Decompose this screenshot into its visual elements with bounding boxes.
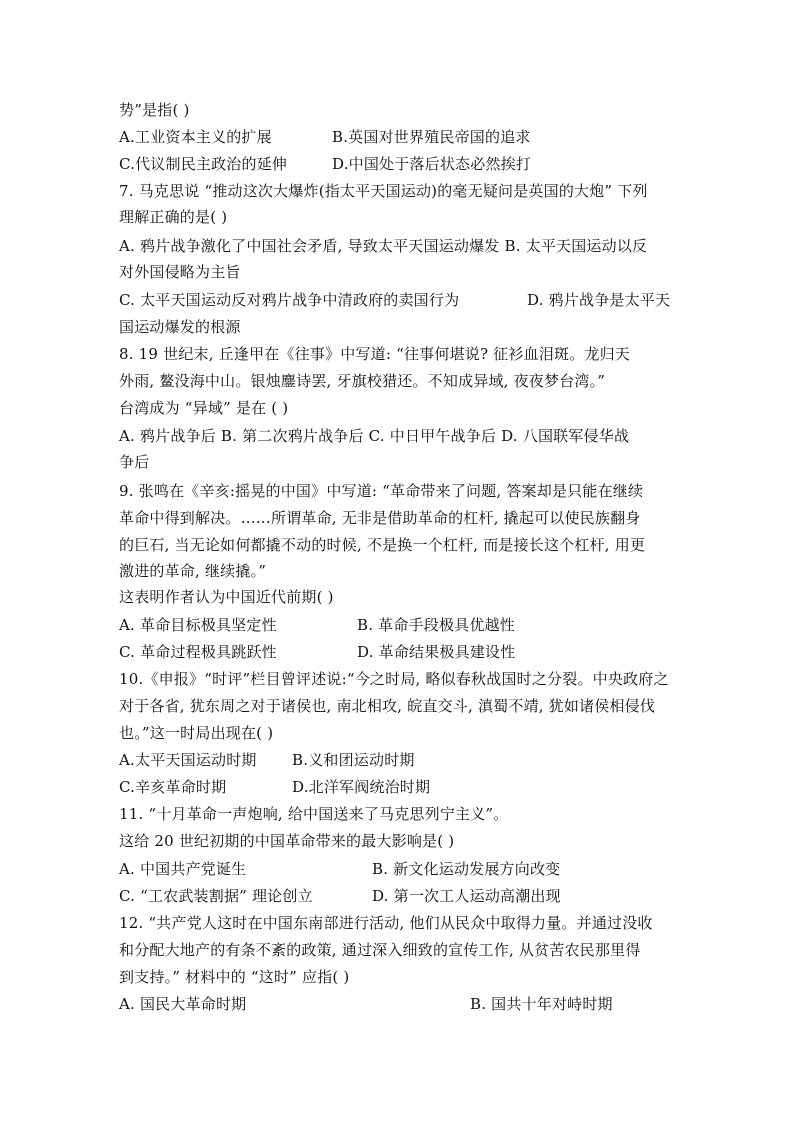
q9-option-c: C. 革命过程极具跳跃性 xyxy=(119,643,277,661)
q10-option-c: C.辛亥革命时期 xyxy=(119,778,227,796)
q10-option-a: A.太平天国运动时期 xyxy=(119,751,257,769)
q7-option-a-b-line: A. 鸦片战争激化了中国社会矛盾, 导致太平天国运动爆发 B. 太平天国运动以反 xyxy=(119,237,648,255)
q12-option-a: A. 国民大革命时期 xyxy=(119,995,247,1013)
q10-options-row-1 xyxy=(119,750,415,770)
q7-stem-line-2: 理解正确的是( ) xyxy=(119,208,228,226)
q12-stem-line-1: 12. “共产党人这时在中国东南部进行活动, 他们从民众中取得力量。并通过没收 xyxy=(119,914,653,932)
q11-options-row-1 xyxy=(119,859,561,879)
q9-options-row-1 xyxy=(119,615,515,635)
q8-options-cont: 争后 xyxy=(119,453,150,471)
q6-stem-tail: 势”是指( ) xyxy=(119,101,190,119)
q11-stem-line-2: 这给 20 世纪初期的中国革命带来的最大影响是( ) xyxy=(119,832,455,850)
q8-stem-line-2: 外雨, 鳌没海中山。银烛鏖诗罢, 牙旗校猎还。不知成异域, 夜夜梦台湾。” xyxy=(119,372,606,390)
q7-option-b-cont: 对外国侵略为主旨 xyxy=(119,263,241,281)
q10-option-b: B.义和团运动时期 xyxy=(292,751,415,769)
q10-options-row-2 xyxy=(119,777,431,797)
q6-option-c: C.代议制民主政治的延伸 xyxy=(119,155,288,173)
q12-stem-line-2: 和分配大地产的有条不紊的政策, 通过深入细致的宣传工作, 从贫苦农民那里得 xyxy=(119,941,641,959)
q11-stem-line-1: 11. “十月革命一声炮响, 给中国送来了马克思列宁主义”。 xyxy=(119,805,509,823)
q6-options-row-1 xyxy=(119,127,531,147)
q6-options-row-2 xyxy=(119,154,532,174)
q6-option-a: A.工业资本主义的扩展 xyxy=(119,128,272,146)
q9-option-d: D. 革命结果极具建设性 xyxy=(357,643,516,661)
q7-option-c: C. 太平天国运动反对鸦片战争中清政府的卖国行为 xyxy=(119,291,460,309)
q9-stem-line-3: 的巨石, 当无论如何都撬不动的时候, 不是换一个杠杆, 而是接长这个杠杆, 用更 xyxy=(119,536,646,554)
q9-stem-line-5: 这表明作者认为中国近代前期( ) xyxy=(119,588,334,606)
q9-stem-line-2: 革命中得到解决。……所谓革命, 无非是借助革命的杠杆, 撬起可以使民族翻身 xyxy=(119,509,641,527)
q7-option-d: D. 鸦片战争是太平天 xyxy=(527,291,671,309)
q10-stem-line-2: 对于各省, 犹东周之对于诸侯也, 南北相攻, 皖直交斗, 滇蜀不靖, 犹如诸侯相侵伐 xyxy=(119,697,656,715)
q6-option-d: D.中国处于落后状态必然挨打 xyxy=(332,155,532,173)
q6-option-b: B.英国对世界殖民帝国的追求 xyxy=(332,128,531,146)
q9-stem-line-4: 激进的革命, 继续撬。” xyxy=(119,562,267,580)
q12-options-row-1 xyxy=(119,994,613,1014)
q10-stem-line-1: 10.《申报》“时评”栏目曾评述说:“今之时局, 略似春秋战国时之分裂。中央政府之 xyxy=(119,670,669,688)
q9-options-row-2 xyxy=(119,642,516,662)
q7-option-d-cont: 国运动爆发的根源 xyxy=(119,318,241,336)
q7-options-row-2 xyxy=(119,290,671,310)
q11-option-c: C. “工农武装割据” 理论创立 xyxy=(119,887,313,905)
q8-stem-line-3: 台湾成为 “异域” 是在 ( ) xyxy=(119,399,289,417)
q9-stem-line-1: 9. 张鸣在《辛亥:摇晃的中国》中写道: “革命带来了问题, 答案却是只能在继续 xyxy=(119,482,644,500)
q11-option-b: B. 新文化运动发展方向改变 xyxy=(372,860,561,878)
q8-stem-line-1: 8. 19 世纪末, 丘逢甲在《往事》中写道: “往事何堪说? 征衫血泪斑。龙归天 xyxy=(119,345,630,363)
q9-option-a: A. 革命目标极具坚定性 xyxy=(119,616,277,634)
q10-stem-line-3: 也。”这一时局出现在( ) xyxy=(119,724,274,742)
q11-options-row-2 xyxy=(119,886,561,906)
q11-option-a: A. 中国共产党诞生 xyxy=(119,860,247,878)
q10-option-d: D.北洋军阀统治时期 xyxy=(292,778,431,796)
q8-options-line: A. 鸦片战争后 B. 第二次鸦片战争后 C. 中日甲午战争后 D. 八国联军侵华战 xyxy=(119,427,630,445)
q9-option-b: B. 革命手段极具优越性 xyxy=(357,616,515,634)
q11-option-d: D. 第一次工人运动高潮出现 xyxy=(372,887,561,905)
q12-stem-line-3: 到支持。” 材料中的 “这时” 应指( ) xyxy=(119,968,350,986)
q7-stem-line-1: 7. 马克思说 “推动这次大爆炸(指太平天国运动)的毫无疑问是英国的大炮” 下列 xyxy=(119,182,648,200)
q12-option-b: B. 国共十年对峙时期 xyxy=(470,995,613,1013)
